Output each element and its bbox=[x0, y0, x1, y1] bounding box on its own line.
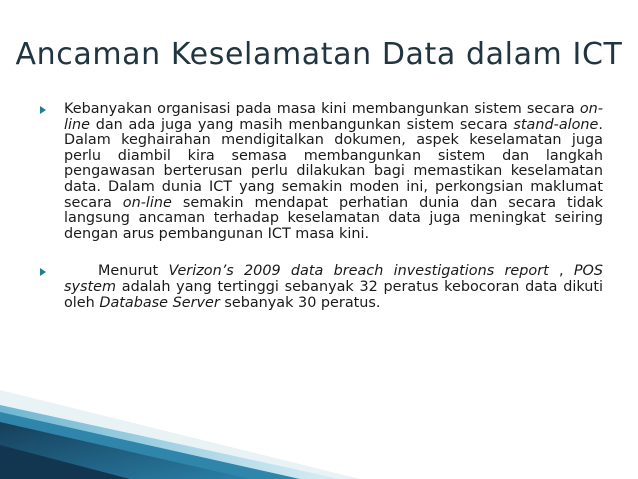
slide-title: Ancaman Keselamatan Data dalam ICT bbox=[15, 37, 623, 72]
corner-swoosh-decoration bbox=[0, 350, 360, 479]
italic-run: stand-alone bbox=[513, 116, 599, 133]
bullet-list bbox=[40, 102, 603, 311]
text-run: adalah yang tertinggi sebanyak 32 peratus kebocoran data dikuti oleh bbox=[64, 278, 603, 311]
text-run: . Dalam keghairahan mendigitalkan dokumen, aspek keselamatan juga perlu diambil kira semasa membangunkan sistem dan langkah pengawasan berterusan perlu dilakukan bagi memastikan keselamatan data. Dalam dunia ICT yang semakin moden ini, perkongsian maklumat secara bbox=[64, 116, 603, 211]
text-run: sebanyak 30 peratus. bbox=[219, 294, 381, 311]
bullet-2-text bbox=[64, 263, 603, 310]
italic-run: Verizon’s 2009 data breach investigations report bbox=[168, 263, 549, 280]
text-run: Kebanyakan organisasi pada masa kini membangunkan sistem secara bbox=[64, 101, 580, 117]
italic-run: on-line bbox=[122, 194, 172, 211]
text-run: Menurut bbox=[98, 263, 169, 280]
text-run: , bbox=[548, 263, 574, 280]
text-run: dan ada juga yang masih menbangunkan sistem secara bbox=[89, 116, 514, 133]
triangle-bullet-icon bbox=[40, 268, 46, 276]
italic-run: POS system bbox=[64, 263, 603, 295]
italic-run: on-line bbox=[64, 101, 603, 133]
triangle-bullet-icon bbox=[40, 106, 46, 114]
text-run: semakin mendapat perhatian dunia dan secara tidak langsung ancaman terhadap keselamatan data juga meningkat seiring dengan arus pembangunan ICT masa kini. bbox=[64, 194, 603, 242]
bullet-item-1 bbox=[40, 102, 603, 242]
italic-run: Database Server bbox=[99, 294, 220, 311]
bullet-item-2 bbox=[40, 264, 603, 311]
bullet-1-text bbox=[64, 101, 603, 242]
